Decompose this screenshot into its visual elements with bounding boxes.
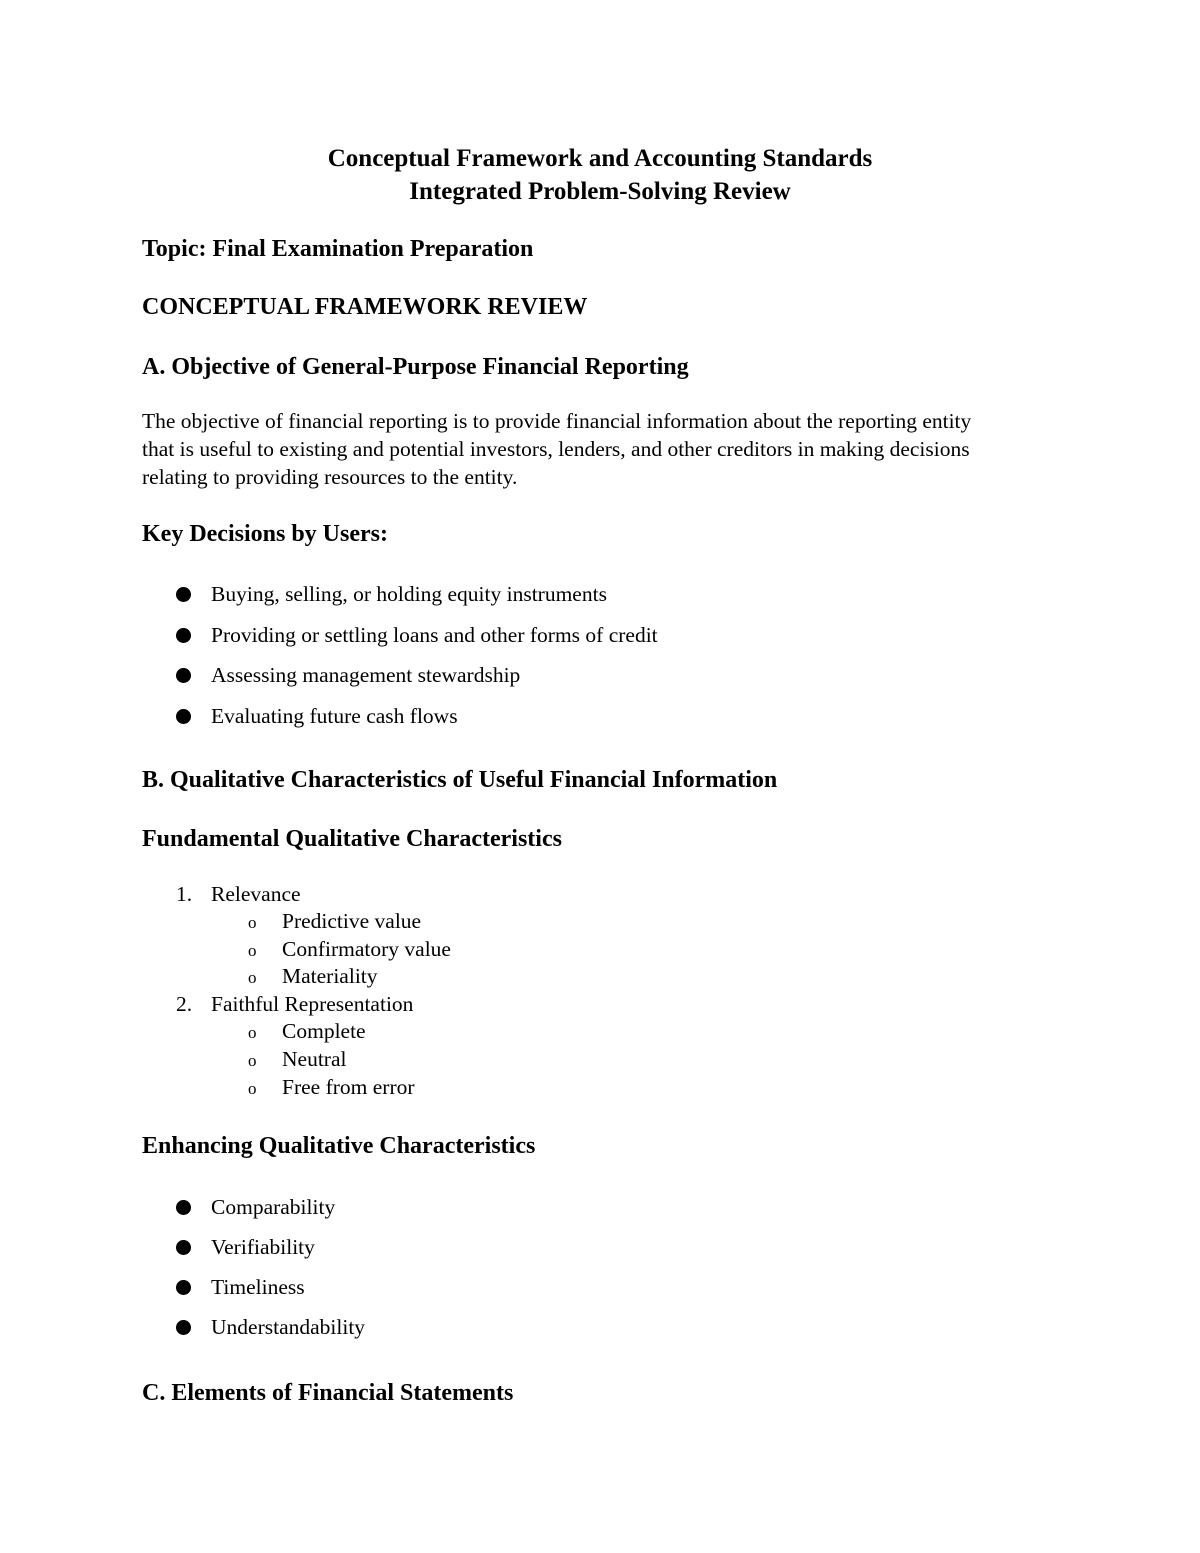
document-subtitle: Integrated Problem-Solving Review <box>409 178 791 205</box>
sub-item <box>248 1021 366 1043</box>
sub-item-label: Complete <box>282 1019 366 1043</box>
bullet-icon <box>176 1280 191 1295</box>
sub-item-label: Predictive value <box>282 909 422 933</box>
list-item <box>176 706 458 728</box>
numbered-item <box>176 994 413 1016</box>
list-item-label: Buying, selling, or holding equity instruments <box>211 582 607 606</box>
list-item <box>176 1197 335 1219</box>
sub-item <box>248 939 451 961</box>
sub-item <box>248 1077 415 1099</box>
numbered-item <box>176 884 301 906</box>
paragraph-line: The objective of financial reporting is to provide financial information about the reporting entity <box>142 409 972 433</box>
fundamental-heading: Fundamental Qualitative Characteristics <box>142 826 562 852</box>
circle-bullet-icon: o <box>248 1051 257 1070</box>
bullet-icon <box>176 668 191 683</box>
circle-bullet-icon: o <box>248 913 257 932</box>
list-item <box>176 665 520 687</box>
bullet-icon <box>176 709 191 724</box>
list-item-label: Comparability <box>211 1195 336 1219</box>
sub-item-label: Confirmatory value <box>282 937 451 961</box>
list-item-label: Providing or settling loans and other forms of credit <box>211 623 658 647</box>
topic-line: Topic: Final Examination Preparation <box>142 236 534 262</box>
item-number: 1. <box>176 882 193 906</box>
paragraph-line: that is useful to existing and potential investors, lenders, and other creditors in making decisions <box>142 437 970 461</box>
circle-bullet-icon: o <box>248 1023 257 1042</box>
section-b-heading: B. Qualitative Characteristics of Useful Financial Information <box>142 767 778 793</box>
document-title: Conceptual Framework and Accounting Standards <box>327 145 873 172</box>
list-item <box>176 1237 315 1259</box>
list-item <box>176 625 658 647</box>
circle-bullet-icon: o <box>248 1079 257 1098</box>
section-a-heading: A. Objective of General-Purpose Financial Reporting <box>142 354 689 380</box>
bullet-icon <box>176 628 191 643</box>
sub-item-label: Materiality <box>282 964 378 988</box>
list-item-label: Understandability <box>211 1315 366 1339</box>
sub-item <box>248 911 421 933</box>
sub-item <box>248 966 378 988</box>
key-decisions-heading: Key Decisions by Users: <box>142 521 388 547</box>
bullet-icon <box>176 1200 191 1215</box>
circle-bullet-icon: o <box>248 968 257 987</box>
list-item <box>176 1277 305 1299</box>
bullet-icon <box>176 587 191 602</box>
sub-item <box>248 1049 346 1071</box>
list-item <box>176 1317 365 1339</box>
list-item-label: Timeliness <box>211 1275 305 1299</box>
list-item-label: Verifiability <box>211 1235 315 1259</box>
bullet-icon <box>176 1240 191 1255</box>
section-heading: CONCEPTUAL FRAMEWORK REVIEW <box>142 294 588 320</box>
list-item-label: Assessing management stewardship <box>211 663 521 687</box>
list-item <box>176 584 607 606</box>
list-item-label: Evaluating future cash flows <box>211 704 458 728</box>
sub-item-label: Free from error <box>282 1075 415 1099</box>
sub-item-label: Neutral <box>282 1047 347 1071</box>
enhancing-heading: Enhancing Qualitative Characteristics <box>142 1133 536 1159</box>
item-label: Relevance <box>211 882 301 906</box>
bullet-icon <box>176 1320 191 1335</box>
section-c-heading: C. Elements of Financial Statements <box>142 1380 514 1406</box>
item-label: Faithful Representation <box>211 992 414 1016</box>
circle-bullet-icon: o <box>248 941 257 960</box>
item-number: 2. <box>176 992 193 1016</box>
paragraph-line: relating to providing resources to the entity. <box>142 465 518 489</box>
